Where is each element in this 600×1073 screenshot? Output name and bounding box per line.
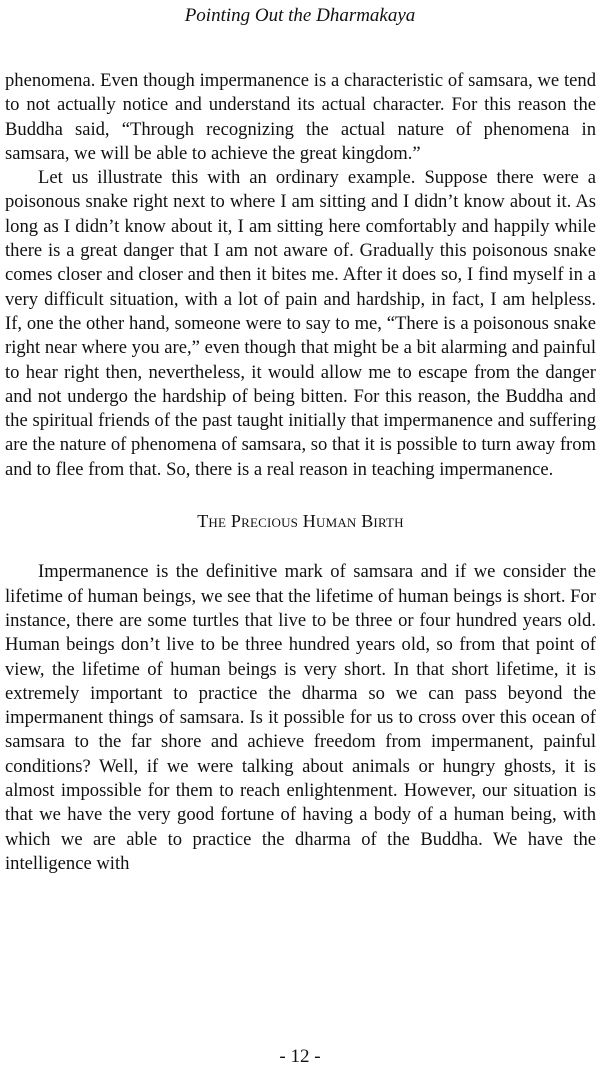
section-heading: The Precious Human Birth [197,511,404,532]
body-paragraph: phenomena. Even though impermanence is a characteristic of samsara, we tend to not actually notice and understand its actual character. For this reason the Buddha said, “Through recognizing the actual nature of phenomena in samsara, we will be able to achieve the great kingdom.” [5,70,596,164]
body-paragraph: Let us illustrate this with an ordinary example. Suppose there were a poisonous snake right next to where I am sitting and I didn’t know about it. As long as I didn’t know about it, I am sitting here comfortably and happily while there is a great danger that I am not aware of. Gradually this poisonous snake comes closer and closer and then it bites me. After it does so, I find myself in a very difficult situation, with a lot of pain and hardship, in fact, I am helpless. If, one the other hand, someone were to say to me, “There is a poisonous snake right near where you are,” even though that might be a bit alarming and painful to hear right then, nevertheless, it would allow me to escape from the danger and not undergo the hardship of being bitten. For this reason, the Buddha and the spiritual friends of the past taught initially that impermanence and suffering are the nature of phenomena of samsara, so that it is possible to turn away from and to flee from that. So, there is a real reason in teaching impermanence. [5,167,596,480]
running-header: Pointing Out the Dharmakaya [184,5,416,26]
body-paragraph: Impermanence is the definitive mark of samsara and if we consider the lifetime of human beings, we see that the lifetime of human beings is short. For instance, there are some turtles that live to be three or four hundred years old. Human beings don’t live to be three hundred years old, so from that point of view, the lifetime of human beings is very short. In that short lifetime, it is extremely important to practice the dharma so we can pass beyond the impermanent things of samsara. Is it possible for us to cross over this ocean of samsara to the far shore and achieve freedom from impermanent, painful conditions? Well, if we were talking about animals or hungry ghosts, it is almost impossible for them to reach enlightenment. However, our situation is that we have the very good fortune of having a body of a human being, with which we are able to practice the dharma of the Buddha. We have the intelligence with [5,561,596,874]
page-body [5,69,596,876]
page-number: - 12 - [279,1046,321,1067]
